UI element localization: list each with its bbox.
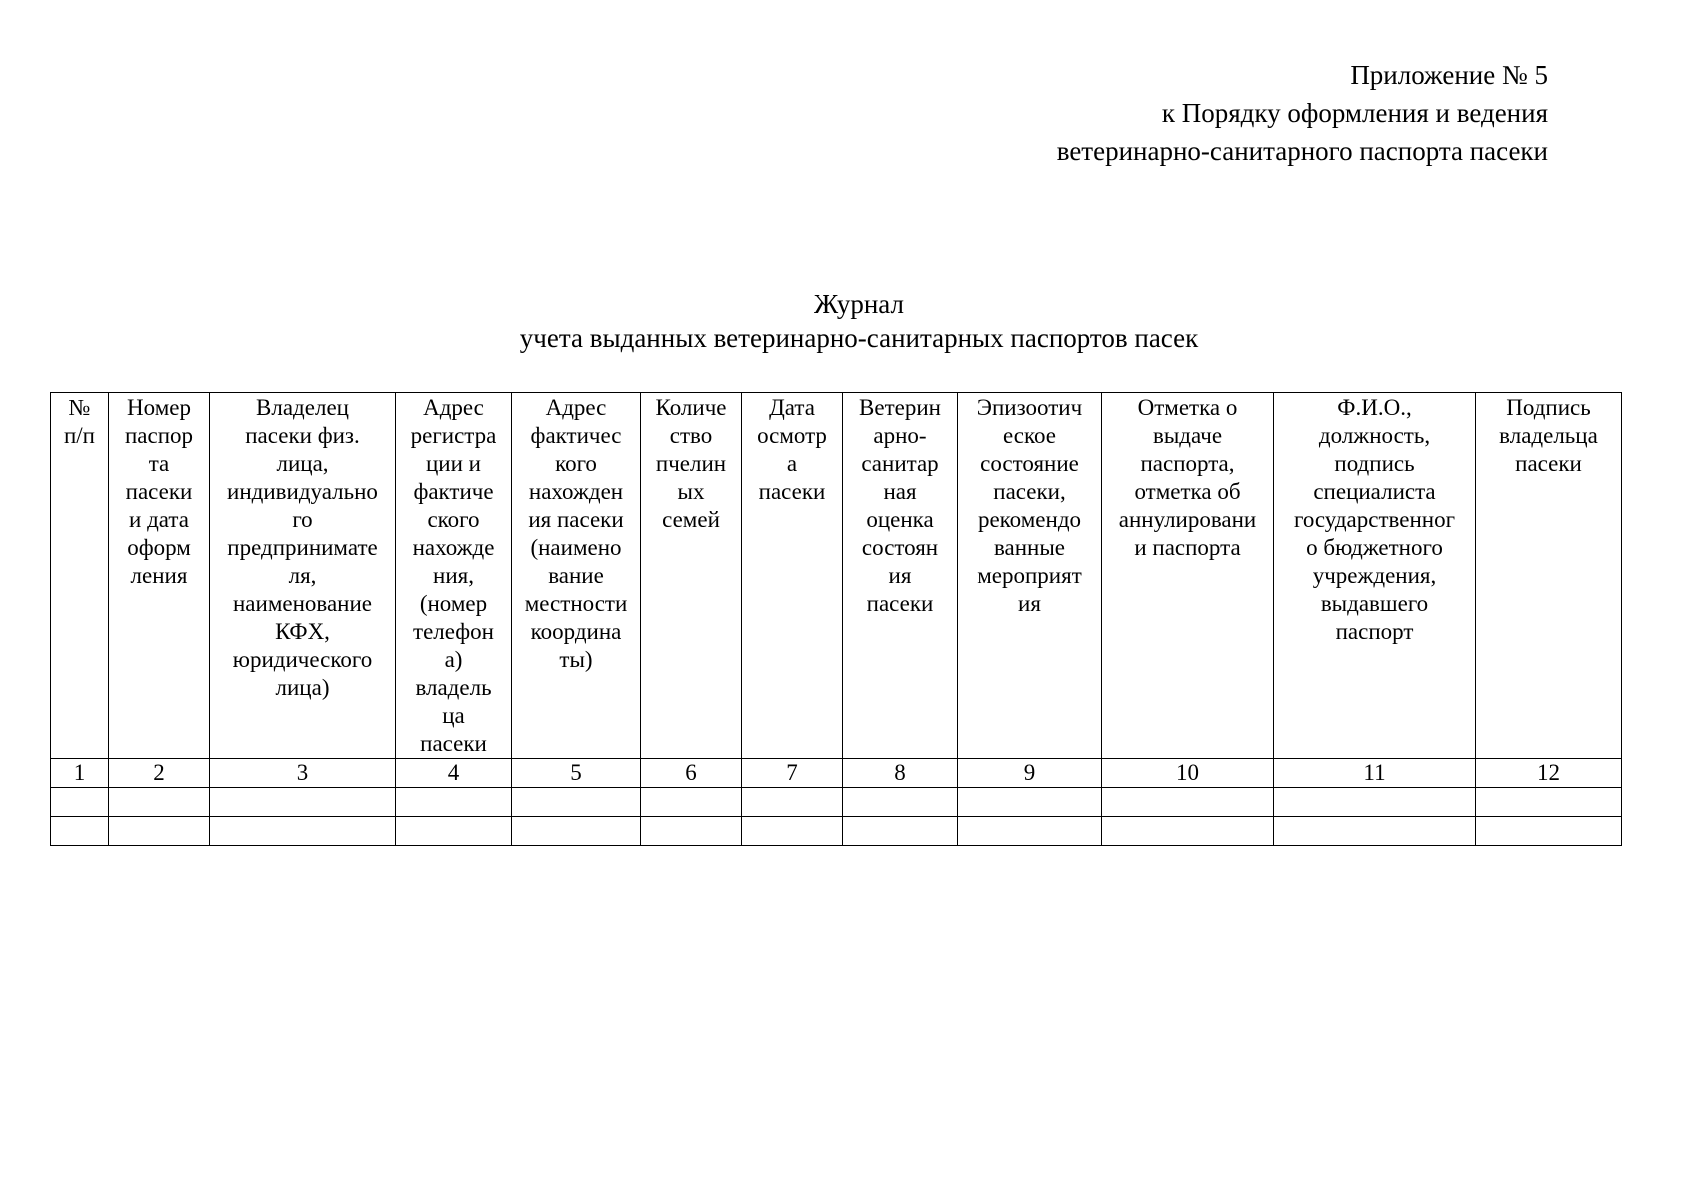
appendix-line: ветеринарно-санитарного паспорта пасеки [1056, 136, 1548, 166]
column-header-line: Адрес [423, 395, 484, 420]
column-header-line: ции и [426, 451, 481, 476]
column-header-line: семей [662, 507, 720, 532]
column-number-cell: 6 [641, 759, 742, 788]
column-header-line: пасеки [758, 479, 826, 504]
column-header-line: кого [555, 451, 597, 476]
table-cell [512, 788, 641, 817]
table-cell [396, 788, 512, 817]
column-header-line: подпись [1334, 451, 1415, 476]
column-header-line: выдаче [1152, 423, 1223, 448]
table-cell [210, 788, 396, 817]
column-number-cell: 5 [512, 759, 641, 788]
journal-title: Журнал [813, 289, 905, 319]
column-header-line: пасеки [125, 479, 193, 504]
column-header-line: Владелец [256, 395, 349, 420]
column-header [958, 393, 1102, 759]
column-header-line: владельца [1499, 423, 1598, 448]
column-header [843, 393, 958, 759]
column-header-line: рекомендо [977, 507, 1082, 532]
column-number-cell: 3 [210, 759, 396, 788]
column-header-line: КФХ, [275, 619, 330, 644]
column-header-line: нахожде [412, 535, 495, 560]
column-header-line: специалиста [1313, 479, 1436, 504]
table-cell [51, 817, 109, 846]
table-cell [1274, 788, 1476, 817]
table-cell [51, 788, 109, 817]
column-header [109, 393, 210, 759]
column-header-line: мероприят [977, 563, 1082, 588]
column-header-line: нахожден [528, 479, 624, 504]
column-header-line: аннулировани [1118, 507, 1257, 532]
column-header-line: Ветерин [859, 395, 941, 420]
appendix-reference [1057, 56, 1548, 170]
column-header-line: осмотр [757, 423, 827, 448]
table-cell [1102, 788, 1274, 817]
table-cell [843, 817, 958, 846]
table-cell [109, 817, 210, 846]
column-header-line: ство [669, 423, 713, 448]
column-header-line: Эпизоотич [976, 395, 1083, 420]
table-cell [641, 788, 742, 817]
table-cell [1476, 788, 1622, 817]
table-cell [210, 817, 396, 846]
column-header-line: пасеки [866, 591, 934, 616]
column-number-cell: 1 [51, 759, 109, 788]
table-cell [958, 817, 1102, 846]
column-header-line: п/п [63, 423, 95, 448]
column-header-line: состоян [861, 535, 939, 560]
column-header-line: владель [415, 675, 492, 700]
column-header-line: оценка [866, 507, 934, 532]
column-header [210, 393, 396, 759]
column-header-line: индивидуально [227, 479, 378, 504]
column-header-line: пасеки [1515, 451, 1582, 476]
column-header-line: фактичес [530, 423, 622, 448]
column-header-line: телефон [413, 619, 494, 644]
column-header-line: вание [548, 563, 604, 588]
table-header-row [51, 393, 1622, 759]
column-header-line: Ф.И.О., [1337, 395, 1412, 420]
journal-title-block [50, 287, 1668, 355]
column-number-cell: 11 [1274, 759, 1476, 788]
column-header-line: паспор [124, 423, 194, 448]
column-header-line: ная [883, 479, 917, 504]
column-header-line: и паспорта [1134, 535, 1241, 560]
column-header-line: наименование [233, 591, 372, 616]
column-number-cell: 4 [396, 759, 512, 788]
table-cell [742, 788, 843, 817]
column-number-cell: 2 [109, 759, 210, 788]
column-number-cell: 12 [1476, 759, 1622, 788]
column-header-line: учреждения, [1312, 563, 1437, 588]
column-header-line: местности [524, 591, 628, 616]
column-header-line: а) [444, 647, 463, 672]
appendix-line: Приложение № 5 [1350, 60, 1548, 90]
table-cell [1102, 817, 1274, 846]
column-header [1476, 393, 1622, 759]
column-header-line: ского [427, 507, 480, 532]
column-header-line: арно- [873, 423, 927, 448]
column-header [1102, 393, 1274, 759]
column-header-line: оформ [127, 535, 191, 560]
column-header-line: Адрес [545, 395, 607, 420]
column-header-line: и дата [129, 507, 189, 532]
column-header-line: паспорт [1335, 619, 1414, 644]
table-cell [641, 817, 742, 846]
column-header-line: состояние [980, 451, 1079, 476]
column-header-line: Отметка о [1137, 395, 1238, 420]
column-header [1274, 393, 1476, 759]
column-header [51, 393, 109, 759]
column-header-line: ля, [288, 563, 317, 588]
column-header-line: а [786, 451, 798, 476]
table-row [51, 817, 1622, 846]
column-header-line: ца [442, 703, 465, 728]
column-header-line: пасеки физ. [245, 423, 360, 448]
column-header-line: предпринимате [227, 535, 378, 560]
column-header-line: координа [530, 619, 622, 644]
column-header-line: (номер [419, 591, 488, 616]
column-header-line: отметка об [1134, 479, 1241, 504]
column-header-line: ия [888, 563, 912, 588]
column-header-line: государственног [1293, 507, 1456, 532]
column-header-line: ия [1018, 591, 1041, 616]
column-header-line: паспорта, [1140, 451, 1235, 476]
column-header-line: фактиче [413, 479, 494, 504]
column-number-cell: 7 [742, 759, 843, 788]
column-number-cell: 8 [843, 759, 958, 788]
column-header-line: № [68, 395, 91, 420]
column-header-line: ых [677, 479, 705, 504]
table-cell [1274, 817, 1476, 846]
column-header-line: еское [1003, 423, 1056, 448]
column-header [512, 393, 641, 759]
column-header-line: Количе [655, 395, 727, 420]
table-cell [109, 788, 210, 817]
column-header-line: пасеки [420, 731, 487, 756]
table-cell [742, 817, 843, 846]
journal-table [50, 392, 1622, 846]
column-header [396, 393, 512, 759]
column-header-line: санитар [861, 451, 939, 476]
journal-subtitle: учета выданных ветеринарно-санитарных паспортов пасек [519, 323, 1199, 353]
column-header-line: пасеки, [993, 479, 1066, 504]
column-header-line: ия пасеки [528, 507, 624, 532]
column-header-line: та [148, 451, 170, 476]
column-header-line: лица) [275, 675, 330, 700]
table-cell [396, 817, 512, 846]
column-header-line: Номер [127, 395, 191, 420]
column-header-line: пчелин [655, 451, 727, 476]
column-header-line: Подпись [1506, 395, 1591, 420]
table-cell [1476, 817, 1622, 846]
column-header-line: Дата [769, 395, 815, 420]
column-header-line: ния, [433, 563, 474, 588]
table-cell [958, 788, 1102, 817]
column-header-line: лица, [276, 451, 329, 476]
table-row [51, 788, 1622, 817]
column-header [641, 393, 742, 759]
column-number-cell: 9 [958, 759, 1102, 788]
column-header-line: ты) [559, 647, 593, 672]
column-header [742, 393, 843, 759]
column-header-line: выдавшего [1320, 591, 1429, 616]
column-header-line: юридического [232, 647, 373, 672]
column-header-line: ванные [993, 535, 1066, 560]
table-cell [843, 788, 958, 817]
column-header-line: го [292, 507, 313, 532]
table-cell [512, 817, 641, 846]
column-header-line: (наимено [530, 535, 622, 560]
appendix-line: к Порядку оформления и ведения [1161, 98, 1548, 128]
column-number-cell: 10 [1102, 759, 1274, 788]
column-header-line: о бюджетного [1306, 535, 1443, 560]
column-header-line: регистра [410, 423, 497, 448]
column-header-line: должность, [1318, 423, 1431, 448]
column-header-line: ления [130, 563, 188, 588]
column-number-row [51, 759, 1622, 788]
